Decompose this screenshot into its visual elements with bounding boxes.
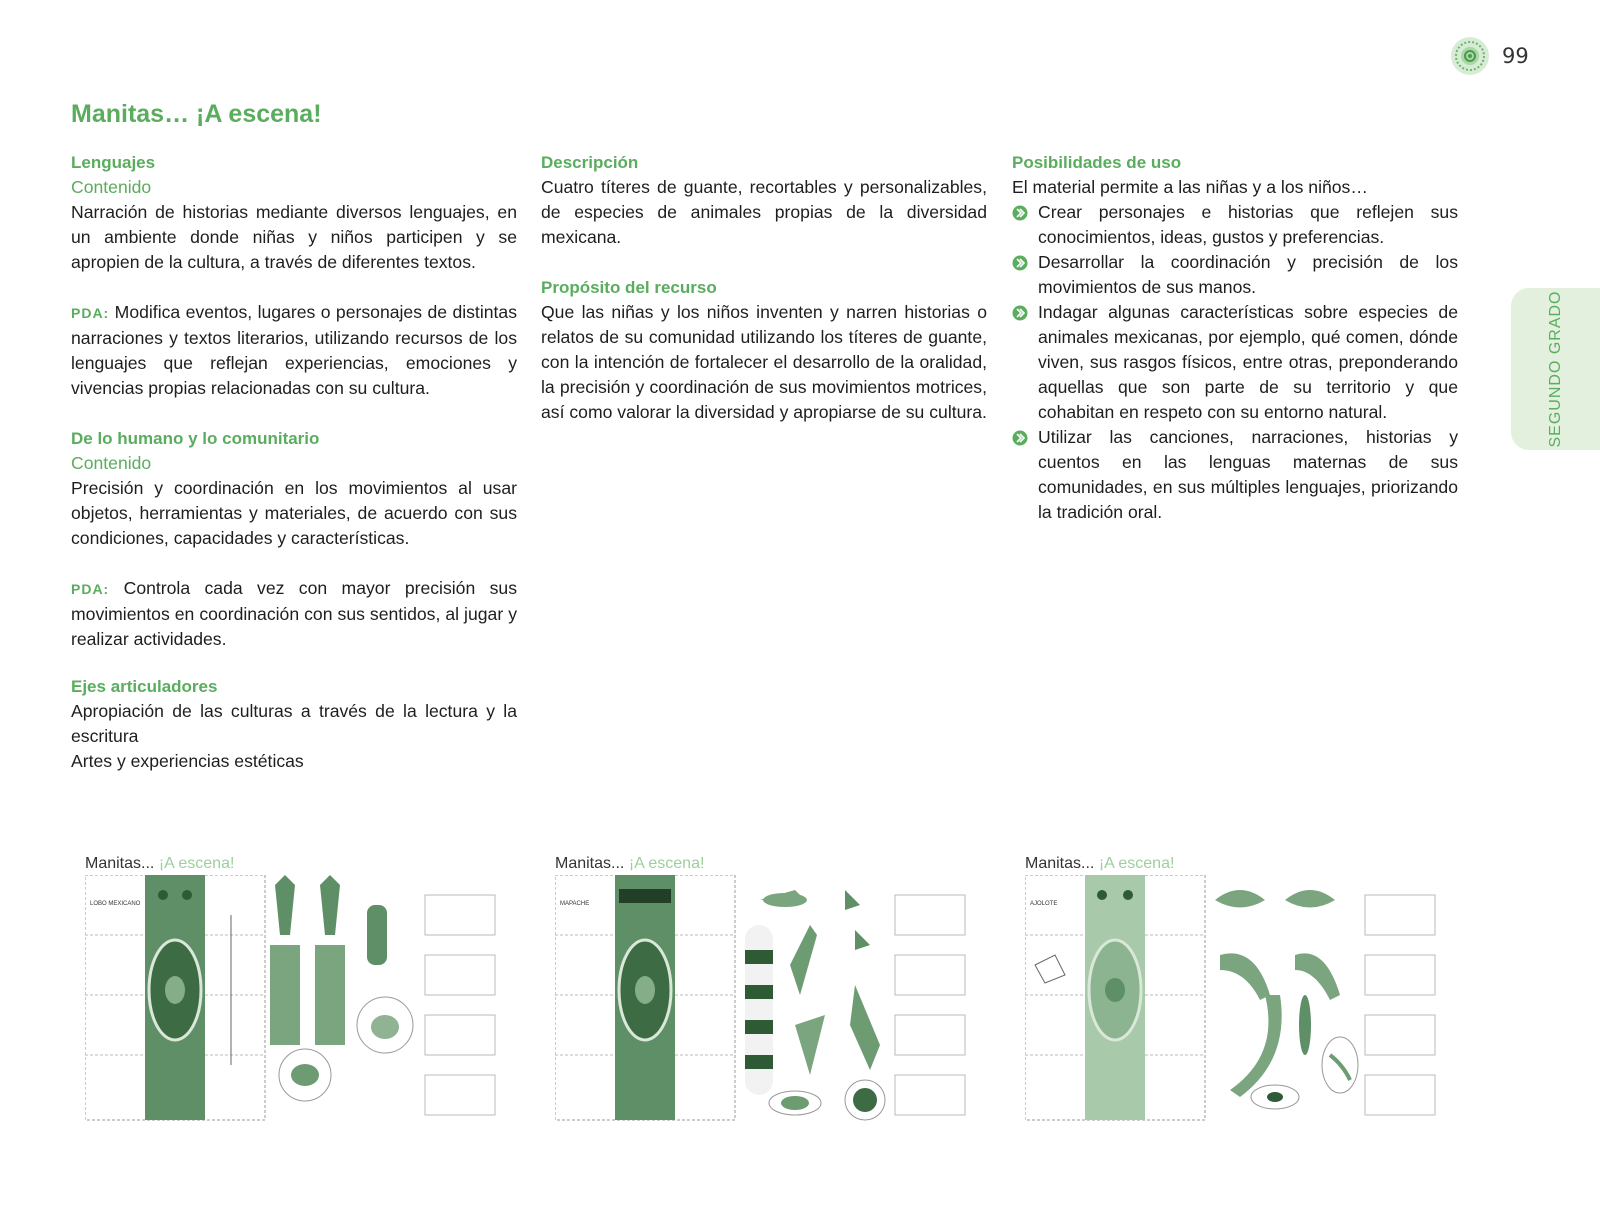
- ejes-line-2: Artes y experiencias estéticas: [71, 751, 304, 771]
- grade-side-tab: [1511, 288, 1600, 450]
- puppet-sheet-wolf: [85, 855, 510, 1130]
- page-title: Manitas… ¡A escena!: [71, 100, 322, 128]
- pda-label: PDA:: [71, 305, 110, 321]
- thumbnail-title: Manitas... ¡A escena!: [555, 855, 705, 872]
- list-item: [1012, 200, 1458, 250]
- column-descripcion: [541, 150, 987, 425]
- subheading-contenido: Contenido: [71, 177, 152, 197]
- chevron-right-icon: [1012, 305, 1028, 321]
- page-number: 99: [1502, 44, 1529, 68]
- thumbnail-title: Manitas... ¡A escena!: [1025, 855, 1175, 872]
- section-heading-lenguajes: Lenguajes: [71, 153, 156, 172]
- pda-paragraph: [71, 300, 517, 401]
- mandala-icon: [1450, 36, 1490, 76]
- ejes-line-1: Apropiación de las culturas a través de la lectura y la escritura: [71, 701, 517, 746]
- svg-text:AJOLOTE: AJOLOTE: [1030, 901, 1058, 907]
- puppet-sheet-raccoon: [555, 855, 980, 1130]
- column-lenguajes: [71, 150, 517, 774]
- column-posibilidades: [1012, 150, 1458, 525]
- grade-label: SEGUNDO GRADO: [1546, 290, 1564, 448]
- chevron-right-icon: [1012, 255, 1028, 271]
- axolotl-puppet-illustration: [1025, 875, 1450, 1130]
- section-heading-descripcion: Descripción: [541, 153, 639, 172]
- proposito-text: Que las niñas y los niños inventen y narren historias o relatos de su comunidad utilizando los títeres de guante, con la intención de fortalecer el desarrollo de la oralidad, la precisión y coordinación de sus movimientos motrices, así como valorar la diversidad y apropiarse de su cultura.: [541, 302, 987, 422]
- section-heading-humano: De lo humano y lo comunitario: [71, 429, 320, 448]
- pda-text: Modifica eventos, lugares o personajes de distintas narraciones y textos literarios, utilizando recursos de los lenguajes que reflejan experiencias, emociones y vivencias propias relacionadas con su cultura.: [71, 302, 517, 398]
- wolf-puppet-illustration: [85, 875, 510, 1130]
- section-heading-proposito: Propósito del recurso: [541, 278, 717, 297]
- descripcion-text: Cuatro títeres de guante, recortables y personalizables, de especies de animales propias de la diversidad mexicana.: [541, 177, 987, 247]
- humano-text: Precisión y coordinación en los movimientos al usar objetos, herramientas y materiales, de acuerdo con sus condiciones, capacidades y características.: [71, 478, 517, 548]
- subheading-contenido: Contenido: [71, 453, 152, 473]
- list-item-text: Crear personajes e historias que reflejen sus conocimientos, ideas, gustos y preferencias.: [1038, 202, 1458, 247]
- section-heading-posibilidades: Posibilidades de uso: [1012, 153, 1182, 172]
- section-heading-ejes: Ejes articuladores: [71, 677, 218, 696]
- svg-text:LOBO MEXICANO: LOBO MEXICANO: [90, 901, 141, 907]
- thumbnail-title: Manitas... ¡A escena!: [85, 855, 235, 872]
- pda-paragraph: [71, 576, 517, 652]
- pda-label: PDA:: [71, 581, 110, 597]
- puppet-sheet-axolotl: [1025, 855, 1450, 1130]
- list-item: [1012, 250, 1458, 300]
- pda-text: Controla cada vez con mayor precisión sus movimientos en coordinación con sus sentidos, al jugar y realizar actividades.: [71, 578, 517, 649]
- posibilidades-intro: El material permite a las niñas y a los niños…: [1012, 177, 1368, 197]
- list-item-text: Desarrollar la coordinación y precisión de los movimientos de sus manos.: [1038, 252, 1458, 297]
- list-item-text: Utilizar las canciones, narraciones, historias y cuentos en las lenguas maternas de sus comunidades, en sus múltiples lenguajes, priorizando la tradición oral.: [1038, 427, 1458, 522]
- lenguajes-text: Narración de historias mediante diversos lenguajes, en un ambiente donde niñas y niños participen y se apropien de la cultura, a través de diferentes textos.: [71, 202, 517, 272]
- list-item: [1012, 300, 1458, 425]
- chevron-right-icon: [1012, 205, 1028, 221]
- chevron-right-icon: [1012, 430, 1028, 446]
- list-item: [1012, 425, 1458, 525]
- raccoon-puppet-illustration: [555, 875, 980, 1130]
- list-item-text: Indagar algunas características sobre especies de animales mexicanas, por ejemplo, qué comen, dónde viven, sus rasgos físicos, entre otras, preponderando aquellas que son parte de su territorio y que cohabitan en respeto con su entorno natural.: [1038, 302, 1458, 422]
- svg-text:MAPACHE: MAPACHE: [560, 901, 590, 907]
- posibilidades-list: [1012, 200, 1458, 525]
